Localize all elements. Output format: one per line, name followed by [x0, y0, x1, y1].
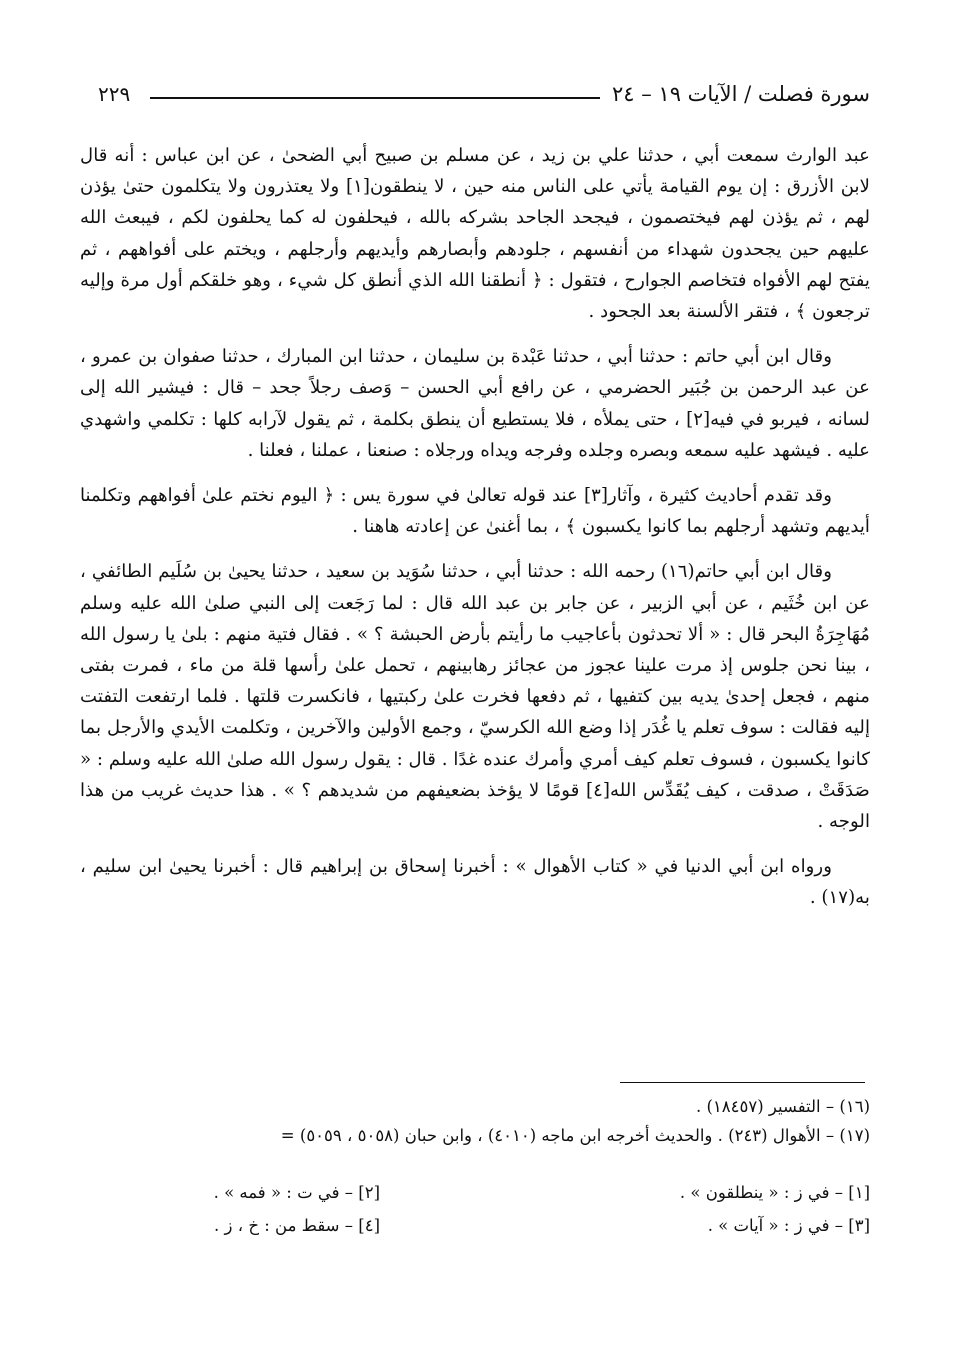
- variant-note: [٢] – في ت : « فمه » .: [213, 1183, 380, 1202]
- variant-note: [٣] – في ز : « آيات » .: [707, 1216, 870, 1235]
- variant-note: [١] – في ز : « ينطلقون » .: [679, 1183, 870, 1202]
- header-rule: [150, 97, 600, 99]
- variant-notes: [80, 1176, 870, 1246]
- footnotes: [80, 1092, 870, 1150]
- page-header: [90, 82, 870, 114]
- paragraph: ورواه ابن أبي الدنيا في « كتاب الأهوال » : أخبرنا إسحاق بن إبراهيم قال : أخبرنا يحيىٰ ابن سليم ، به(١٧) .: [80, 856, 870, 909]
- footnote: (١٦) – التفسير (١٨٤٥٧) .: [695, 1097, 870, 1116]
- paragraph: وقال ابن أبي حاتم : حدثنا أبي ، حدثنا عَبْدة بن سليمان ، حدثنا ابن المبارك ، حدثنا صفوان بن عمرو ، عن عبد الرحمن بن جُبَير الحضرمي ، عن رافع أبي الحسن – وَصف رجلاً جحد – قال : فيشير الله إلى لسانه ، فيربو في فيه[٢] ، حتى يملأه ، فلا يستطيع أن ينطق بكلمة ، ثم يقول لآرابه كلها : تكلمي واشهدي عليه . فيشهد عليه سمعه وبصره وجلده وفرجه ويداه ورجلاه : صنعنا ، عملنا ، فعلنا .: [80, 346, 870, 461]
- paragraph: عبد الوارث سمعت أبي ، حدثنا علي بن زيد ، عن مسلم بن صبيح أبي الضحىٰ ، عن ابن عباس : أنه قال لابن الأزرق : إن يوم القيامة يأتي على الناس منه حين ، لا ينطقون[١] ولا يعتذرون ولا يتكلمون حتىٰ يؤذن لهم ، ثم يؤذن لهم فيختصمون ، فيجحد الجاحد بشركه بالله ، فيحلفون له كما يحلفون لكم ، فيبعث الله عليهم حين يجحدون شهداء من أنفسهم ، جلودهم وأبصارهم وأيديهم وأرجلهم ، ويختم على أفواههم ، ثم يفتح لهم الأفواه فتخاصم الجوارح ، فتقول : ﴿ أنطقنا الله الذي أنطق كل شيء ، وهو خلقكم أول مرة وإليه ترجعون ﴾ ، فتقر الألسنة بعد الجحود .: [80, 145, 870, 323]
- footnote-rule: [620, 1082, 865, 1083]
- footnote: (١٧) – الأهوال (٢٤٣) . والحديث أخرجه ابن ماجه (٤٠١٠) ، وابن حبان (٥٠٥٨ ، ٥٠٥٩) =: [280, 1126, 870, 1145]
- variant-column-right: [490, 1176, 870, 1242]
- paragraph: وقال ابن أبي حاتم(١٦) رحمه الله : حدثنا أبي ، حدثنا سُوَيد بن سعيد ، حدثنا يحيىٰ بن سُلَيم الطائفي ، عن ابن خُثَيم ، عن أبي الزبير ، عن جابر بن عبد الله قال : لما رَجَعت إلى النبي صلىٰ الله عليه وسلم مُهَاجِرَةُ البحر قال : « ألا تحدثون بأعاجيب ما رأيتم بأرض الحبشة ؟ » . فقال فتية منهم : بلىٰ يا رسول الله ، بينا نحن جلوس إذ مرت علينا عجوز من عجائز رهابينهم ، تحمل علىٰ رأسها قلة من ماء ، فمرت بفتى منهم ، فجعل إحدىٰ يديه بين كتفيها ، ثم دفعها فخرت علىٰ ركبتيها ، فانكسرت قلتها . فلما ارتفعت التفتت إليه فقالت : سوف تعلم يا غُدَر إذا وضع الله الكرسيّ ، وجمع الأولين والآخرين ، وتكلمت الأيدي والأرجل بما كانوا يكسبون ، فسوف تعلم كيف أمري وأمرك عنده غدًا . قال : يقول رسول الله صلىٰ الله عليه وسلم : « صَدَقَتْ ، صدقت ، كيف يُقَدِّس الله[٤] قومًا لا يؤخذ بضعيفهم من شديدهم ؟ » . هذا حديث غريب من هذا الوجه .: [80, 561, 870, 833]
- variant-column-left: [80, 1176, 380, 1242]
- page-number: ٢٢٩: [98, 82, 131, 106]
- running-title: سورة فصلت / الآيات ١٩ – ٢٤: [612, 82, 870, 106]
- variant-note: [٤] – سقط من : خ ، ز .: [214, 1216, 380, 1235]
- paragraph: وقد تقدم أحاديث كثيرة ، وآثار[٣] عند قوله تعالىٰ في سورة يس : ﴿ اليوم نختم علىٰ أفواههم وتكلمنا أيديهم وتشهد أرجلهم بما كانوا يكسبون ﴾ ، بما أغنىٰ عن إعادته هاهنا .: [80, 485, 870, 538]
- main-text: [80, 140, 870, 928]
